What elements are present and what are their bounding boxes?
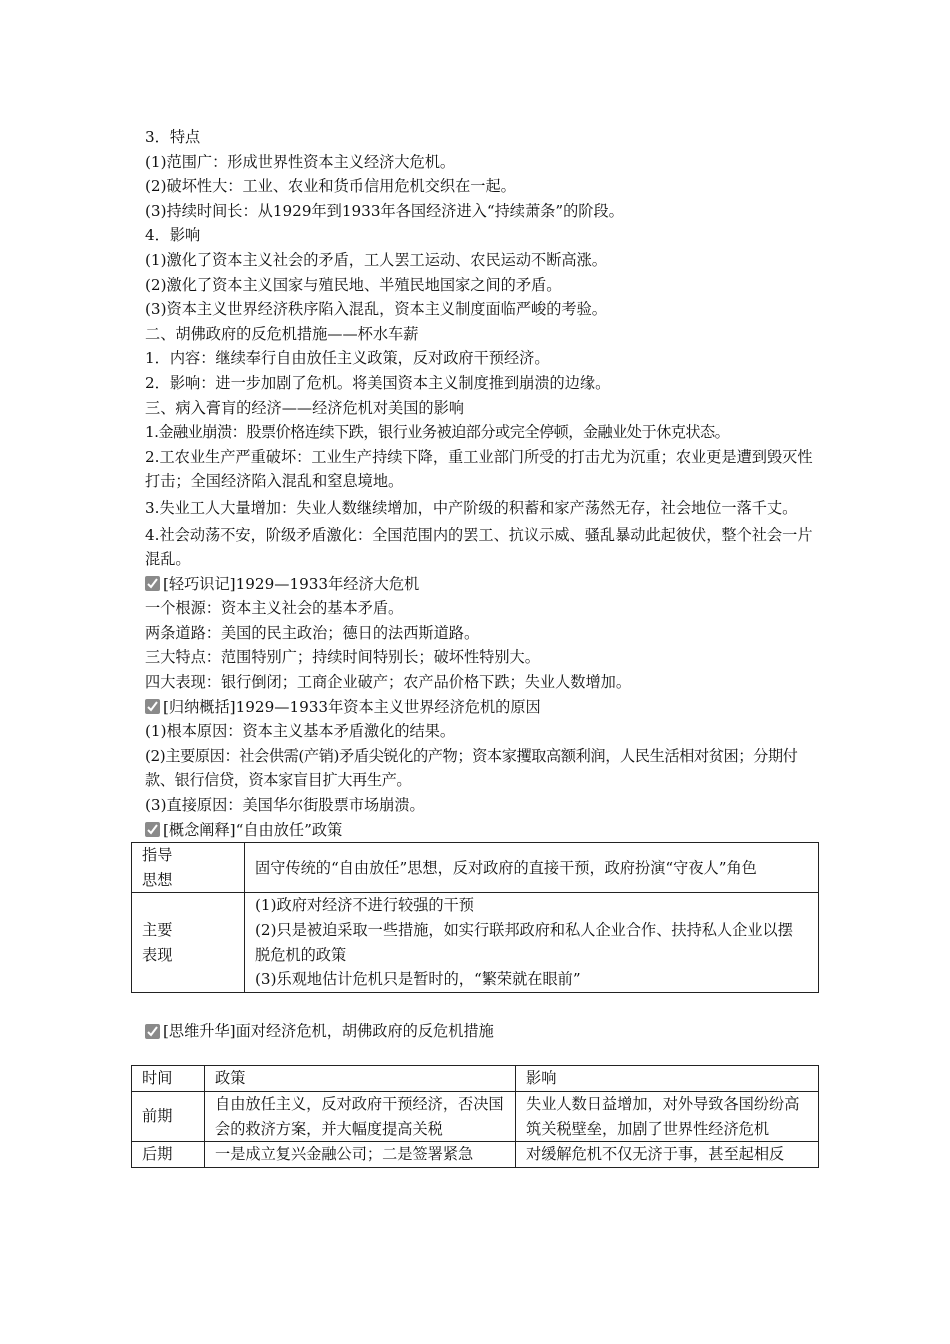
impact-item: (1)激化了资本主义社会的矛盾，工人罢工运动、农民运动不断高涨。 — [145, 250, 607, 269]
checkbox-icon — [145, 699, 160, 714]
section-impact-heading: 4．影响 — [145, 226, 201, 245]
note-title: [思维升华]面对经济危机，胡佛政府的反危机措施 — [163, 1021, 494, 1040]
feature-item: (3)持续时间长：从1929年到1933年各国经济进入“持续萧条”的阶段。 — [145, 201, 624, 220]
checkbox-icon — [145, 576, 160, 591]
table-header-cell: 影响 — [516, 1066, 819, 1092]
table-row — [132, 893, 819, 992]
table-row — [132, 1142, 819, 1168]
checkbox-icon — [145, 822, 160, 837]
table-header-cell: 时间 — [132, 1066, 205, 1092]
table-cell: 自由放任主义，反对政府干预经济，否决国会的救济方案，并大幅度提高关税 — [205, 1091, 516, 1141]
feature-item: (1)范围广：形成世界性资本主义经济大危机。 — [145, 152, 456, 171]
us-impact-item: 4.社会动荡不安，阶级矛盾激化：全国范围内的罢工、抗议示威、骚乱暴动此起彼伏，整个社会一片混乱。 — [145, 525, 813, 569]
checkbox-icon — [145, 1024, 160, 1039]
note-title: [归纳概括]1929—1933年资本主义世界经济危机的原因 — [163, 697, 541, 716]
table-cell: 固守传统的“自由放任”思想，反对政府的直接干预，政府扮演“守夜人”角色 — [245, 843, 819, 893]
note-line: 一个根源：资本主义社会的基本矛盾。 — [145, 599, 404, 618]
hoover-item: 1．内容：继续奉行自由放任主义政策，反对政府干预经济。 — [145, 349, 550, 368]
table-cell-head: 主要表现 — [132, 893, 245, 992]
table-header-cell: 政策 — [205, 1066, 516, 1092]
note-line: 四大表现：银行倒闭；工商企业破产；农产品价格下跌；失业人数增加。 — [145, 673, 631, 692]
section-us-impact-heading: 三、病入膏肓的经济——经济危机对美国的影响 — [145, 398, 464, 417]
table-cell: 失业人数日益增加，对外导致各国纷纷高筑关税壁垒，加剧了世界性经济危机 — [516, 1091, 819, 1141]
us-impact-item: 3.失业工人大量增加：失业人数继续增加，中产阶级的积蓄和家产荡然无存，社会地位一落千丈。 — [145, 498, 798, 517]
table-cell: 后期 — [132, 1142, 205, 1168]
table-cell: 一是成立复兴金融公司；二是签署紧急 — [205, 1142, 516, 1168]
note-title: [概念阐释]“自由放任”政策 — [163, 820, 343, 839]
section-features-heading: 3．特点 — [145, 128, 201, 146]
note-concept-title — [145, 818, 820, 843]
hoover-table — [131, 1065, 819, 1167]
note-title: [轻巧识记]1929—1933年经济大危机 — [163, 574, 420, 593]
table-cell: 对缓解危机不仅无济于事，甚至起相反 — [516, 1142, 819, 1168]
note-line: 两条道路：美国的民主政治；德日的法西斯道路。 — [145, 623, 480, 642]
us-impact-item: 2.工农业生产严重破坏：工业生产持续下降，重工业部门所受的打击尤为沉重；农业更是遭到毁灭性打击；全国经济陷入混乱和窒息境地。 — [145, 447, 813, 491]
table-header-row — [132, 1066, 819, 1092]
section-hoover-heading: 二、胡佛政府的反危机措施——杯水车薪 — [145, 324, 419, 343]
note-line: (3)直接原因：美国华尔街股票市场崩溃。 — [145, 796, 425, 815]
table-row — [132, 843, 819, 893]
concept-table — [131, 842, 819, 993]
note-memory-title — [145, 572, 820, 597]
us-impact-item: 1.金融业崩溃：股票价格连续下跌，银行业务被迫部分或完全停顿，金融业处于休克状态。 — [145, 423, 730, 442]
note-thinking-title — [145, 1019, 820, 1044]
table-cell-head: 指导思想 — [132, 843, 245, 893]
hoover-item: 2．影响：进一步加剧了危机。将美国资本主义制度推到崩溃的边缘。 — [145, 373, 611, 392]
impact-item: (2)激化了资本主义国家与殖民地、半殖民地国家之间的矛盾。 — [145, 275, 562, 294]
document-page — [142, 125, 820, 1168]
note-summary-title — [145, 695, 820, 720]
table-row — [132, 1091, 819, 1141]
feature-item: (2)破坏性大：工业、农业和货币信用危机交织在一起。 — [145, 177, 516, 196]
note-line: (2)主要原因：社会供需(产销)矛盾尖锐化的产物；资本家攫取高额利润，人民生活相对贫困；分期付款、银行信贷，资本家盲目扩大再生产。 — [145, 746, 798, 790]
table-cell: (1)政府对经济不进行较强的干预 (2)只是被迫采取一些措施，如实行联邦政府和私人企业合作、扶持私人企业以摆脱危机的政策 (3)乐观地估计危机只是暂时的，“繁荣就在眼前” — [245, 893, 819, 992]
table-cell: 前期 — [132, 1091, 205, 1141]
note-line: (1)根本原因：资本主义基本矛盾激化的结果。 — [145, 722, 456, 741]
impact-item: (3)资本主义世界经济秩序陷入混乱，资本主义制度面临严峻的考验。 — [145, 300, 607, 319]
note-line: 三大特点：范围特别广；持续时间特别长；破坏性特别大。 — [145, 648, 540, 667]
